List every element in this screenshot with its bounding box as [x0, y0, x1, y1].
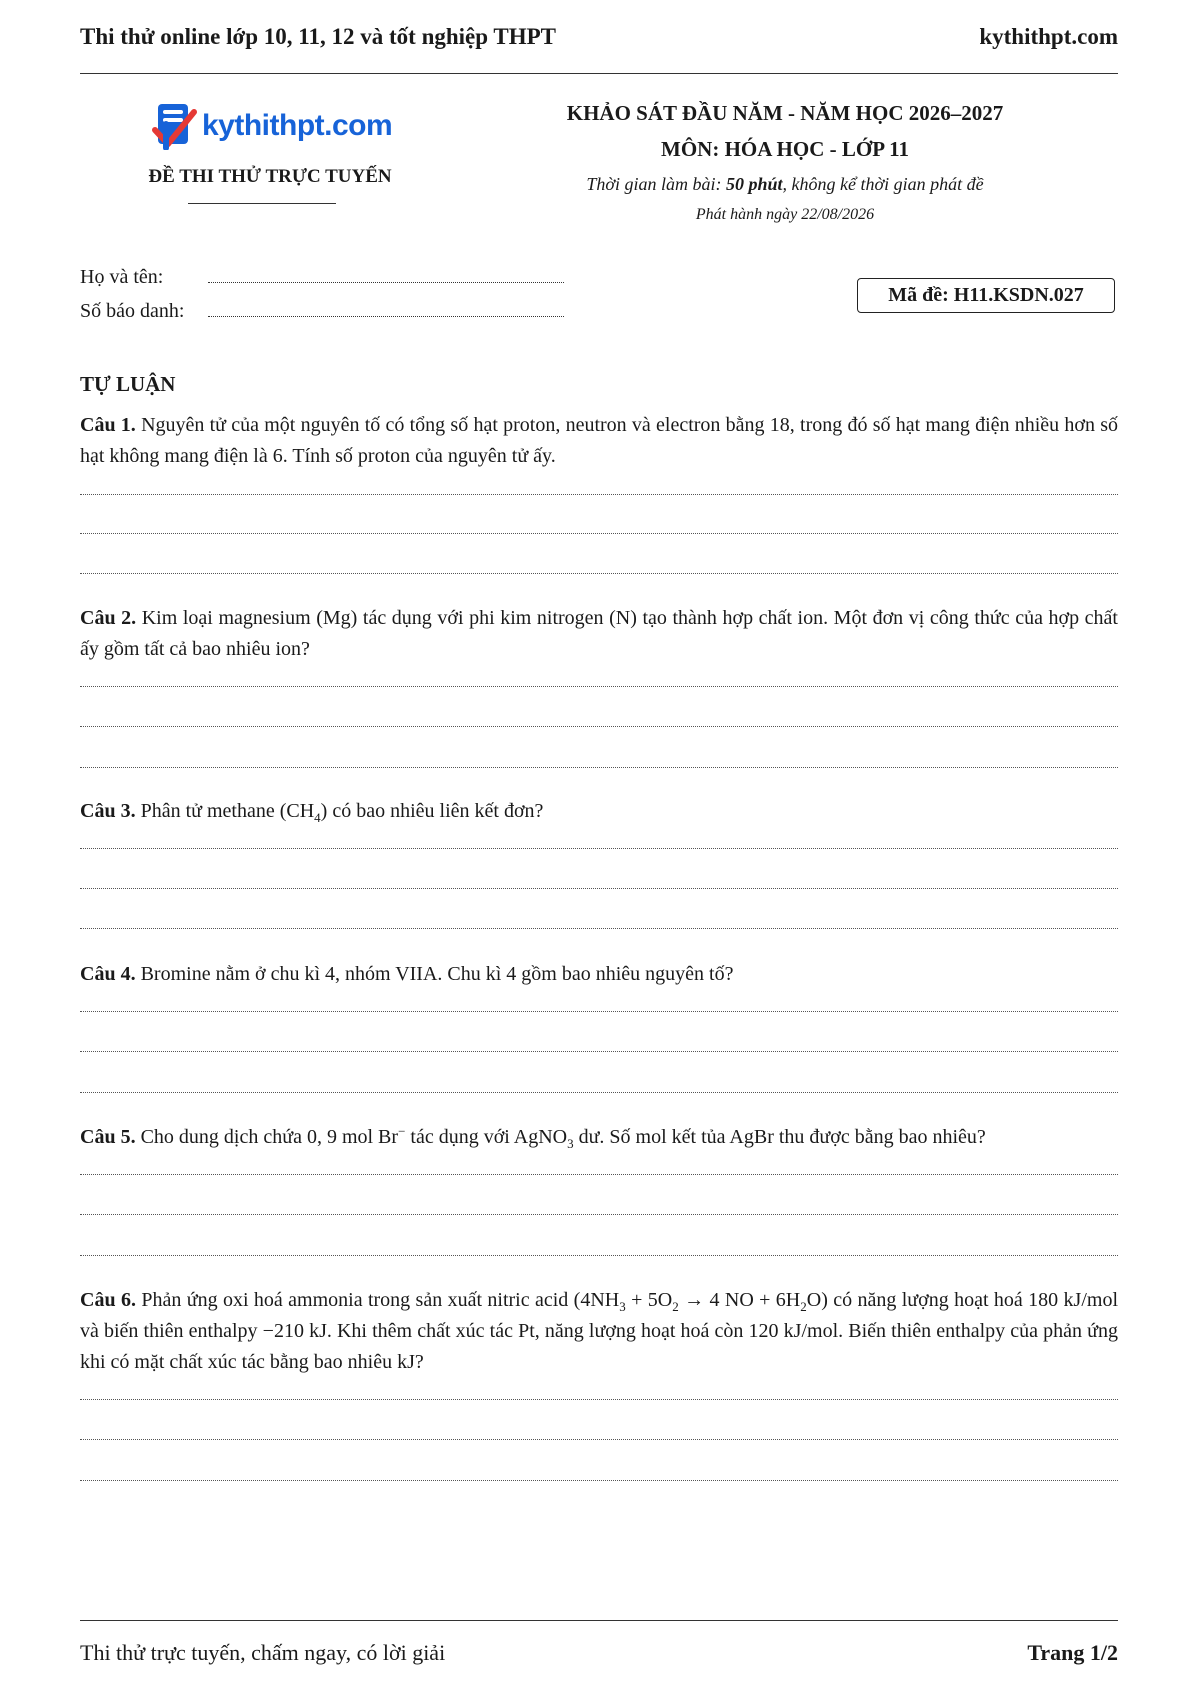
exam-title: KHẢO SÁT ĐẦU NĂM - NĂM HỌC 2026–2027: [566, 101, 1004, 125]
logo-mark-icon: [152, 102, 198, 150]
answer-line[interactable]: [80, 848, 1118, 849]
subscript: 2: [800, 1299, 807, 1314]
candidate-id-blank[interactable]: [208, 298, 564, 317]
answer-line[interactable]: [80, 1399, 1118, 1400]
release-date: Phát hành ngày 22/08/2026: [695, 206, 875, 223]
page-number: Trang 1/2: [1027, 1640, 1118, 1665]
answer-line[interactable]: [80, 1174, 1118, 1175]
exam-code-box: Mã đề: H11.KSDN.027: [857, 278, 1115, 313]
question-6: [80, 1285, 1118, 1378]
answer-line[interactable]: [80, 686, 1118, 687]
question-text-part: ) có bao nhiêu liên kết đơn?: [320, 800, 544, 822]
answer-line[interactable]: [80, 1011, 1118, 1012]
question-number: Câu 2.: [80, 607, 137, 629]
answer-line[interactable]: [80, 1092, 1118, 1093]
question-number: Câu 3.: [80, 800, 136, 822]
answer-line[interactable]: [80, 1051, 1118, 1052]
answer-line[interactable]: [80, 928, 1118, 929]
question-text-part: O) có năng lượng hoạt hoá 180 kJ/mol và biến thiên enthalpy −210 kJ. Khi thêm chất xúc tác Pt, năng lượng hoạt hoá còn 120 kJ/mol. Biến thiên enthalpy của phản ứng khi có mặt chất xúc tác bằng bao nhiêu kJ?: [80, 1289, 1119, 1373]
superscript: −: [398, 1123, 406, 1139]
question-text: Bromine nằm ở chu kì 4, nhóm VIIA. Chu kì 4 gồm bao nhiêu nguyên tố?: [140, 963, 734, 985]
exam-duration: [520, 167, 1050, 201]
question-text: Kim loại magnesium (Mg) tác dụng với phi kim nitrogen (N) tạo thành hợp chất ion. Một đơn vị công thức của hợp chất ấy gồm tất cả bao nhiêu ion?: [80, 607, 1118, 660]
answer-line[interactable]: [80, 1214, 1118, 1215]
subscript: 3: [619, 1299, 626, 1314]
name-label: Họ và tên:: [80, 266, 164, 288]
question-text-part: Phản ứng oxi hoá ammonia trong sản xuất nitric acid (4NH: [141, 1289, 620, 1311]
question-text-part: dư. Số mol kết tủa AgBr thu được bằng bao nhiêu?: [573, 1126, 986, 1148]
answer-line[interactable]: [80, 888, 1118, 889]
question-text-part: Cho dung dịch chứa 0, 9 mol Br: [140, 1126, 399, 1148]
question-1: [80, 410, 1118, 472]
name-blank[interactable]: [208, 264, 564, 283]
exam-info: [520, 95, 1050, 229]
question-5: [80, 1122, 1118, 1153]
answer-line[interactable]: [80, 573, 1118, 574]
exam-subject: MÔN: HÓA HỌC - LỚP 11: [661, 137, 909, 161]
candidate-id-field[interactable]: [80, 298, 564, 323]
question-text-part: → 4 NO + 6H: [678, 1289, 801, 1311]
duration-suffix: , không kể thời gian phát đề: [782, 174, 984, 194]
question-text-part: + 5O: [625, 1289, 673, 1311]
answer-line[interactable]: [80, 1255, 1118, 1256]
footer-tagline: Thi thử trực tuyến, chấm ngay, có lời giải: [80, 1640, 446, 1665]
duration-value: 50 phút: [726, 174, 783, 194]
question-text-part: Phân tử methane (CH: [140, 800, 315, 822]
header-tagline: Thi thử online lớp 10, 11, 12 và tốt nghiệp THPT: [80, 24, 556, 49]
duration-prefix: Thời gian làm bài:: [586, 174, 726, 194]
subscript: 2: [672, 1299, 679, 1314]
question-text-part: tác dụng với AgNO: [405, 1126, 568, 1148]
page-footer: [80, 1640, 1118, 1666]
question-number: Câu 6.: [80, 1289, 136, 1311]
answer-line[interactable]: [80, 1439, 1118, 1440]
question-number: Câu 4.: [80, 963, 136, 985]
header-site: kythithpt.com: [979, 24, 1118, 49]
question-4: [80, 959, 1118, 990]
question-number: Câu 1.: [80, 414, 136, 436]
subscript: 3: [567, 1136, 574, 1151]
header-rule: [80, 73, 1118, 74]
answer-line[interactable]: [80, 1480, 1118, 1481]
name-field[interactable]: [80, 264, 564, 289]
brand-subtitle: ĐỀ THI THỬ TRỰC TUYẾN: [148, 166, 392, 187]
running-header: [80, 22, 1118, 52]
question-3: [80, 796, 1118, 827]
question-2: [80, 603, 1118, 665]
footer-rule: [80, 1620, 1118, 1621]
answer-line[interactable]: [80, 726, 1118, 727]
exam-page: [80, 0, 1118, 1684]
question-number: Câu 5.: [80, 1126, 136, 1148]
answer-line[interactable]: [80, 533, 1118, 534]
logo-wordmark: kythithpt.com: [202, 109, 393, 142]
answer-line[interactable]: [80, 494, 1118, 495]
question-text: Nguyên tử của một nguyên tố có tổng số hạt proton, neutron và electron bằng 18, trong đó số hạt mang điện nhiều hơn số hạt không mang điện là 6. Tính số proton của nguyên tử ấy.: [80, 414, 1119, 467]
candidate-id-label: Số báo danh:: [80, 300, 185, 322]
subscript: 4: [314, 810, 321, 825]
brand-rule: [188, 203, 336, 204]
section-title: TỰ LUẬN: [80, 372, 176, 396]
answer-line[interactable]: [80, 767, 1118, 768]
site-logo: [152, 102, 392, 150]
